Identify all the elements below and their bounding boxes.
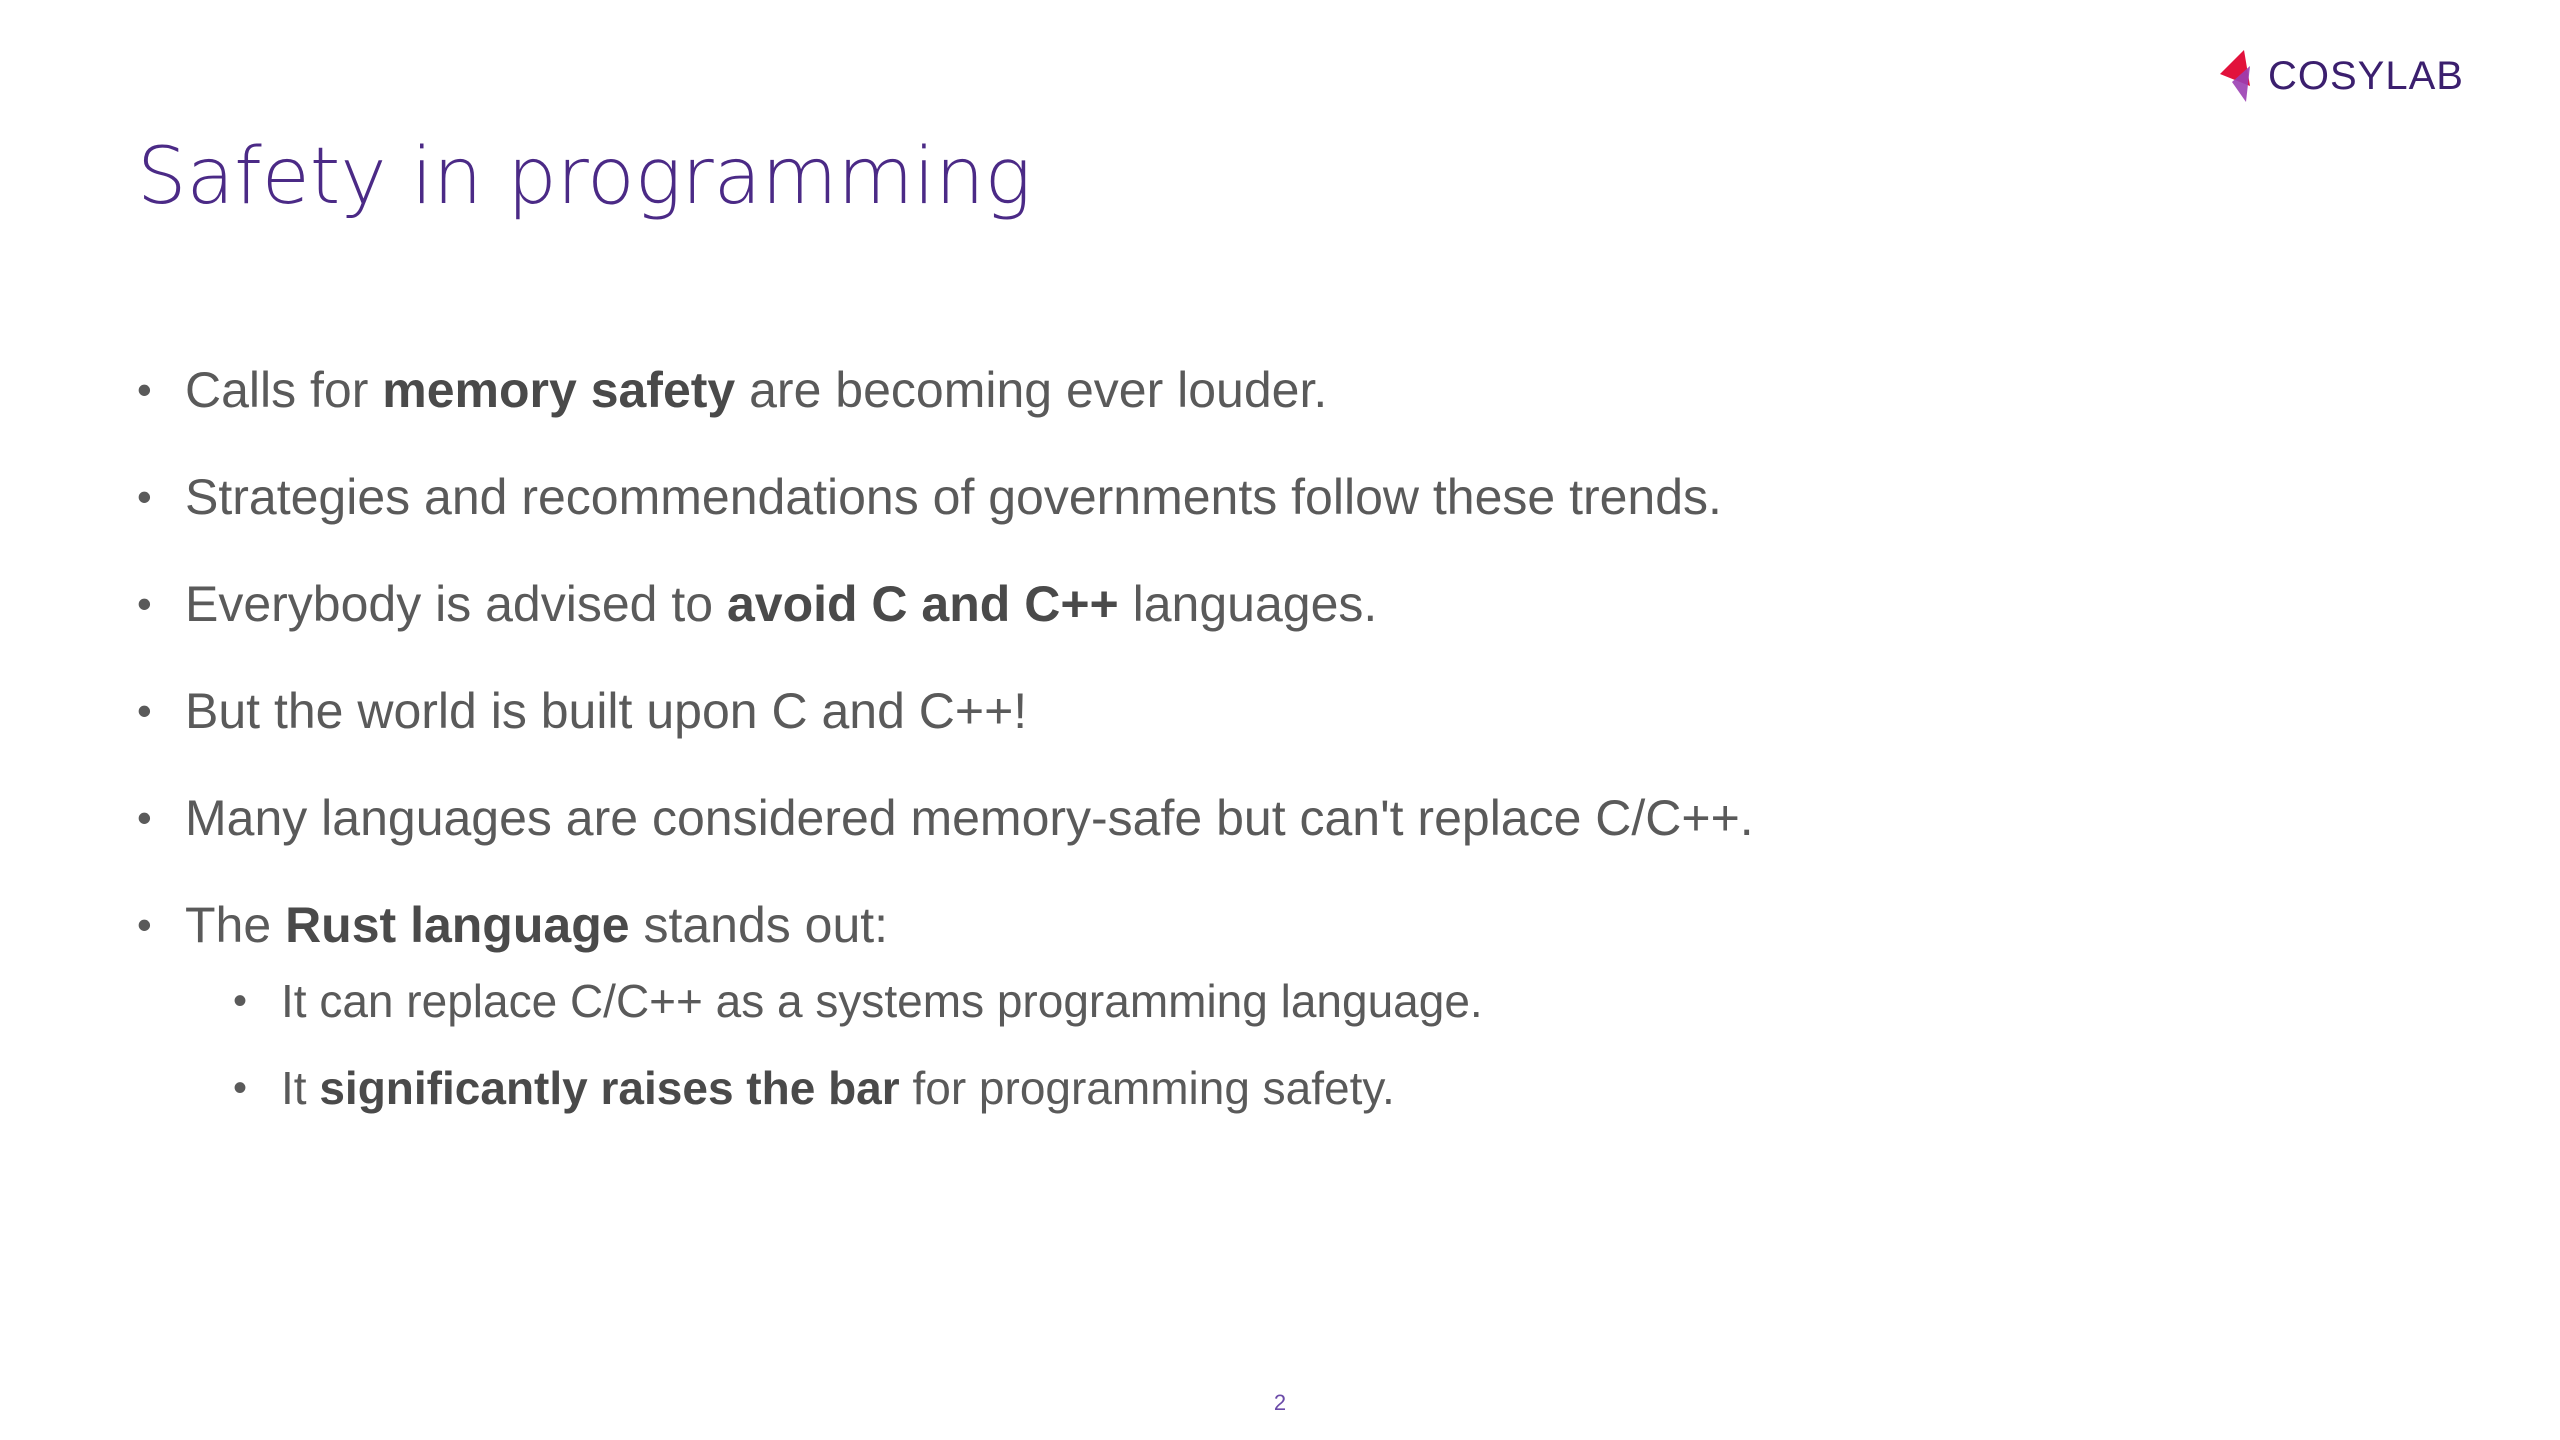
sub-bullet-text: for programming safety. <box>899 1062 1395 1114</box>
bullet-dot-icon: • <box>137 580 152 627</box>
bullet-text: stands out: <box>629 897 889 953</box>
bullet-list <box>137 355 1754 1114</box>
sub-bullet-list <box>233 970 1483 1144</box>
bullet-text: Everybody is advised to <box>185 576 727 632</box>
bullet-text-bold: avoid C and C++ <box>726 576 1119 632</box>
slide-title: Safety in programming <box>137 132 1032 222</box>
bullet-text: are becoming ever louder. <box>735 362 1328 418</box>
cosylab-logo <box>2210 46 2464 106</box>
sub-bullet-item <box>233 970 1483 1057</box>
bullet-dot-icon: • <box>137 901 152 948</box>
bullet-item <box>137 783 1754 890</box>
bullet-dot-icon: • <box>137 794 152 841</box>
sub-bullet-item <box>233 1057 1483 1144</box>
page-number: 2 <box>1273 1390 1287 1415</box>
bullet-item <box>137 355 1754 462</box>
sub-bullet-text-bold: significantly raises the bar <box>319 1062 900 1114</box>
bullet-item <box>137 569 1754 676</box>
cosylab-logo-mark-icon <box>2210 46 2262 106</box>
logo-text: COSYLAB <box>2268 54 2464 98</box>
bullet-text: The <box>185 897 286 953</box>
bullet-text-bold: Rust language <box>285 897 630 953</box>
bullet-item <box>137 890 1754 1114</box>
sub-bullet-text: It <box>281 1062 320 1114</box>
bullet-text: But the world is built upon C and C++! <box>185 683 1028 739</box>
bullet-text: Many languages are considered memory-safe but can't replace C/C++. <box>185 790 1754 846</box>
bullet-text-bold: memory safety <box>382 362 736 418</box>
sub-bullet-text: It can replace C/C++ as a systems programming language. <box>281 975 1483 1027</box>
bullet-item <box>137 462 1754 569</box>
bullet-text: Calls for <box>185 362 383 418</box>
bullet-dot-icon: • <box>137 473 152 520</box>
bullet-item <box>137 676 1754 783</box>
bullet-dot-icon: • <box>233 979 248 1023</box>
bullet-dot-icon: • <box>137 687 152 734</box>
bullet-dot-icon: • <box>233 1066 248 1110</box>
bullet-text: languages. <box>1118 576 1378 632</box>
bullet-text: Strategies and recommendations of governments follow these trends. <box>185 469 1722 525</box>
bullet-dot-icon: • <box>137 366 152 413</box>
